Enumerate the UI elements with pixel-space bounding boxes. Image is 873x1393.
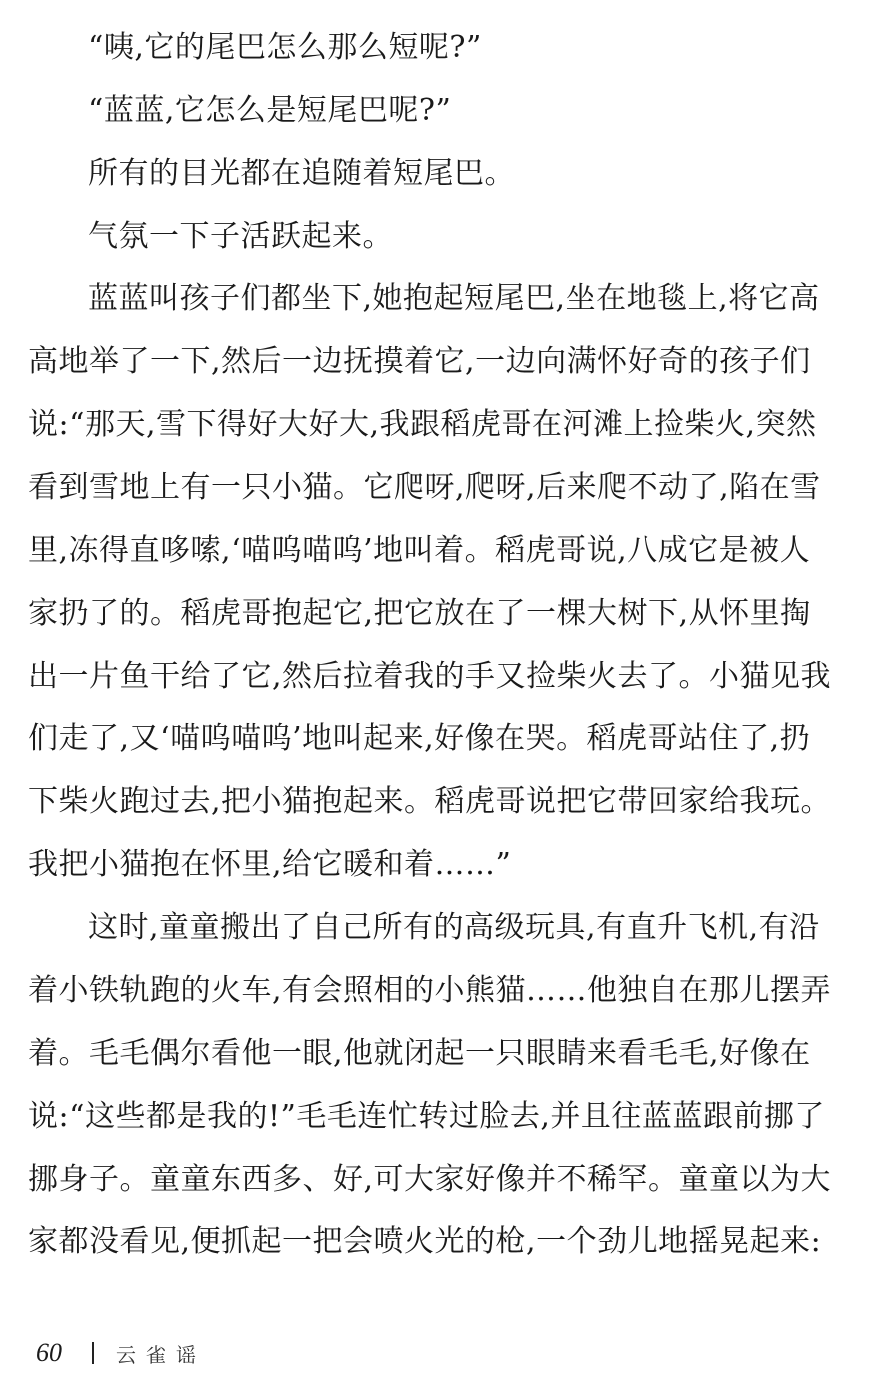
text-line: 看到雪地上有一只小猫。它爬呀,爬呀,后来爬不动了,陷在雪 <box>28 470 821 505</box>
text-line: 家都没看见,便抓起一把会喷火光的枪,一个劲儿地摇晃起来: <box>28 1224 822 1259</box>
text-line: 挪身子。童童东西多、好,可大家好像并不稀罕。童童以为大 <box>28 1162 832 1197</box>
text-line: 这时,童童搬出了自己所有的高级玩具,有直升飞机,有沿 <box>88 910 820 945</box>
text-line: “蓝蓝,它怎么是短尾巴呢?” <box>88 93 452 128</box>
text-line: 说:“这些都是我的!”毛毛连忙转过脸去,并且往蓝蓝跟前挪了 <box>28 1099 825 1134</box>
text-line: 我把小猫抱在怀里,给它暖和着……” <box>28 847 512 882</box>
text-line: 说:“那天,雪下得好大好大,我跟稻虎哥在河滩上捡柴火,突然 <box>28 407 817 442</box>
page-footer <box>36 1333 206 1373</box>
text-line: 蓝蓝叫孩子们都坐下,她抱起短尾巴,坐在地毯上,将它高 <box>88 281 820 316</box>
text-line: 们走了,又‘喵呜喵呜’地叫起来,好像在哭。稻虎哥站住了,扔 <box>28 721 811 756</box>
text-line: 家扔了的。稻虎哥抱起它,把它放在了一棵大树下,从怀里掏 <box>28 596 811 631</box>
text-line: 所有的目光都在追随着短尾巴。 <box>88 156 515 191</box>
text-line: “咦,它的尾巴怎么那么短呢?” <box>88 30 482 65</box>
text-line: 出一片鱼干给了它,然后拉着我的手又捡柴火去了。小猫见我 <box>28 659 832 694</box>
page-number: 60 <box>36 1338 62 1367</box>
footer-divider <box>92 1342 94 1364</box>
text-line: 着小铁轨跑的火车,有会照相的小熊猫……他独自在那儿摆弄 <box>28 973 832 1008</box>
text-line: 着。毛毛偶尔看他一眼,他就闭起一只眼睛来看毛毛,好像在 <box>28 1036 811 1071</box>
book-title: 云雀谣 <box>116 1342 206 1367</box>
text-line: 里,冻得直哆嗦,‘喵呜喵呜’地叫着。稻虎哥说,八成它是被人 <box>28 533 811 568</box>
text-line: 下柴火跑过去,把小猫抱起来。稻虎哥说把它带回家给我玩。 <box>28 784 832 819</box>
text-line: 气氛一下子活跃起来。 <box>88 219 393 254</box>
text-line: 高地举了一下,然后一边抚摸着它,一边向满怀好奇的孩子们 <box>28 344 811 379</box>
